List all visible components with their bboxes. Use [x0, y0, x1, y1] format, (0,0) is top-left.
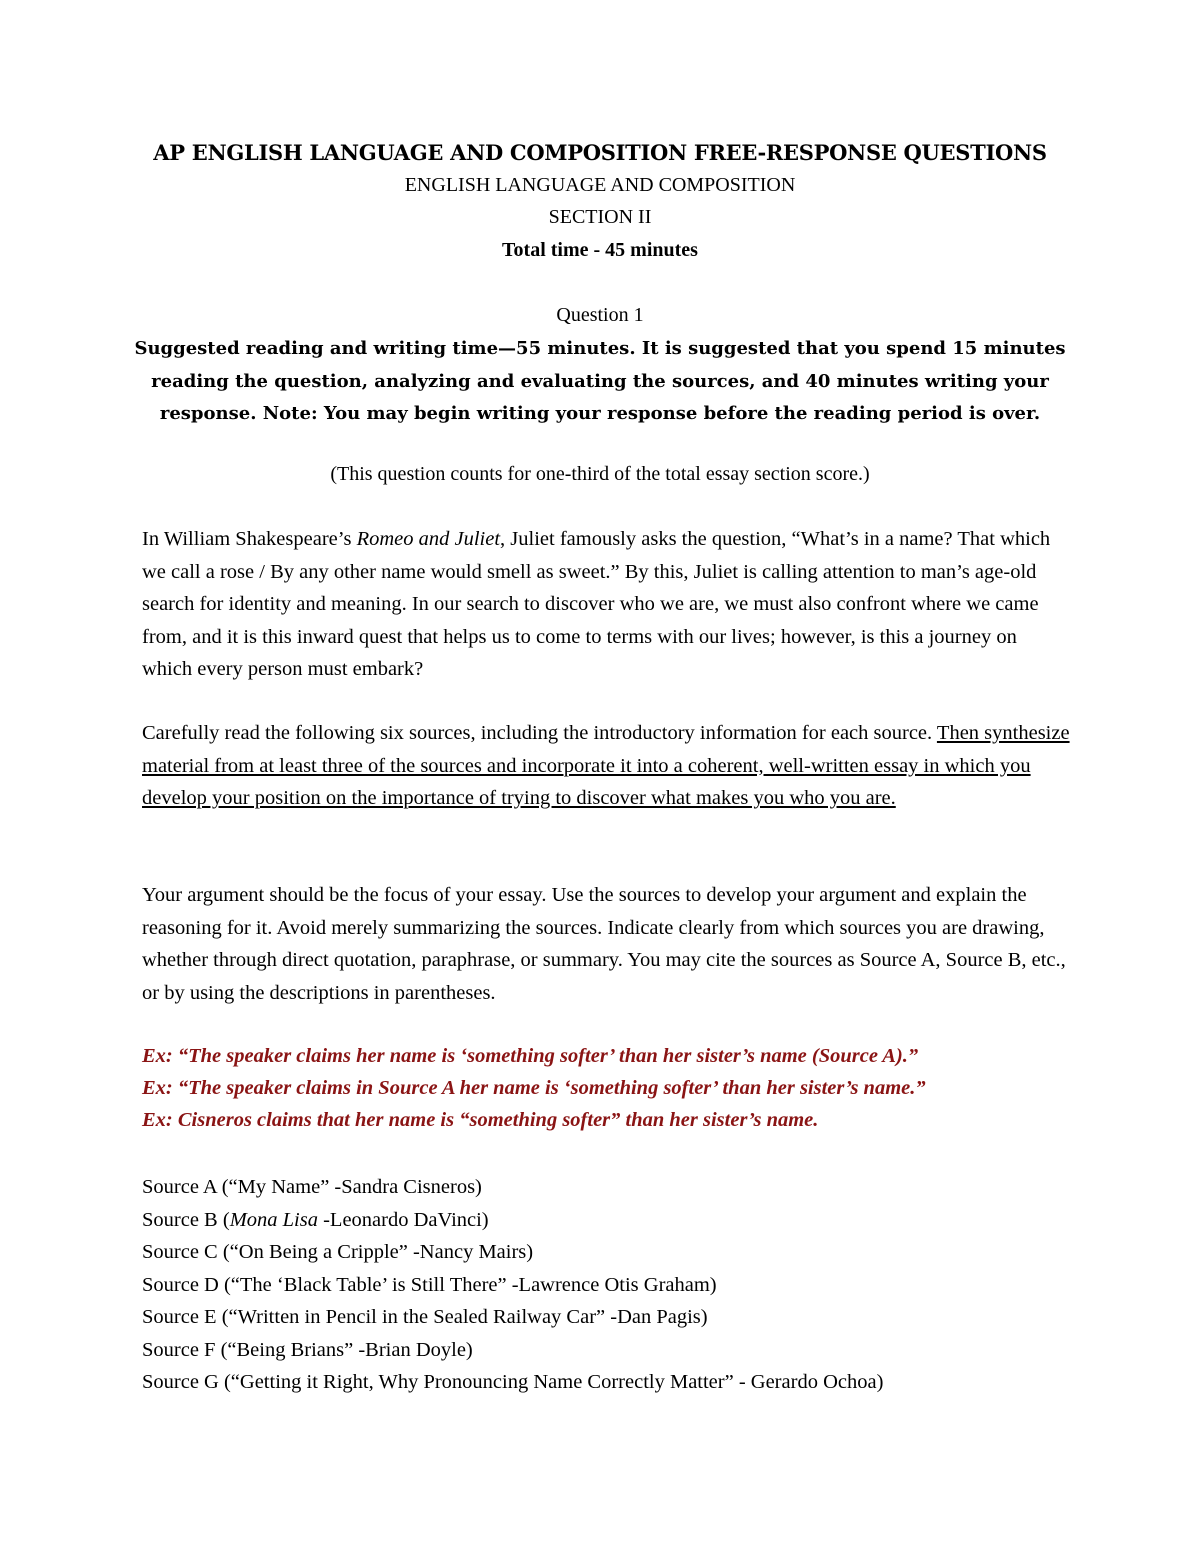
score-weight-note: (This question counts for one-third of the total essay section score.) — [330, 463, 870, 485]
subtitle: ENGLISH LANGUAGE AND COMPOSITION — [404, 174, 796, 196]
intro-text-start: In William Shakespeare’s — [142, 528, 357, 550]
suggested-time-note: Suggested reading and writing time—55 minutes. It is suggested that you spend 15 minutes reading the question, analyzing and evaluating the sources, and 40 minutes writing your response. Note: You may begin writing your response before the reading period is over. — [134, 338, 1066, 424]
source-b-suffix: -Leonardo DaVinci) — [317, 1208, 489, 1231]
source-item-f: Source F (“Being Brians” -Brian Doyle) — [142, 1338, 473, 1361]
example-line: Ex: Cisneros claims that her name is “something softer” than her sister’s name. — [142, 1109, 819, 1131]
source-item-e: Source E (“Written in Pencil in the Sealed Railway Car” -Dan Pagis) — [142, 1306, 708, 1328]
source-item-c: Source C (“On Being a Cripple” -Nancy Mairs) — [142, 1241, 534, 1263]
source-item-b — [142, 1204, 1082, 1237]
section-heading: SECTION II — [548, 206, 652, 228]
sources-list — [142, 1171, 1082, 1399]
source-item-a: Source A (“My Name” -Sandra Cisneros) — [142, 1176, 482, 1198]
example-line: Ex: “The speaker claims her name is ‘something softer’ than her sister’s name (Source A).” — [142, 1045, 919, 1067]
task-prompt-underlined: Then synthesize material from at least three of the sources and incorporate it into a coherent, well-written essay in which you develop your position on the importance of trying to discover what makes you who you are. — [142, 722, 1070, 809]
total-time: Total time - 45 minutes — [502, 239, 698, 261]
source-item-d: Source D (“The ‘Black Table’ is Still There” -Lawrence Otis Graham) — [142, 1273, 717, 1296]
source-b-prefix: Source B ( — [142, 1208, 230, 1231]
instructions-paragraph — [142, 717, 1072, 815]
intro-paragraph — [142, 523, 1072, 686]
examples-block — [142, 1040, 1082, 1136]
source-item-g: Source G (“Getting it Right, Why Pronouncing Name Correctly Matter” - Gerardo Ochoa) — [142, 1371, 884, 1393]
source-b-title: Mona Lisa — [229, 1208, 318, 1231]
main-title: AP ENGLISH LANGUAGE AND COMPOSITION FREE-RESPONSE QUESTIONS — [153, 140, 1047, 165]
question-number: Question 1 — [556, 304, 644, 326]
intro-text-rest: , Juliet famously asks the question, “What’s in a name? That which we call a rose / By any other name would smell as sweet.” By this, Juliet is calling attention to man’s age-old search for identity and meaning. In our search to discover who we are, we must also confront where we came from, and it is this inward quest that helps us to come to terms with our lives; however, is this a journey on which every person must embark? — [142, 528, 1051, 680]
argument-paragraph: Your argument should be the focus of your essay. Use the sources to develop your argument and explain the reasoning for it. Avoid merely summarizing the sources. Indicate clearly from which sources you are drawing, whether through direct quotation, paraphrase, or summary. You may cite the sources as Source A, Source B, etc., or by using the descriptions in parentheses. — [142, 884, 1066, 1004]
instructions-text: Carefully read the following six sources, including the introductory information for each source. — [142, 722, 937, 744]
work-title: Romeo and Juliet — [356, 528, 501, 550]
example-line: Ex: “The speaker claims in Source A her name is ‘something softer’ than her sister’s name.” — [142, 1077, 926, 1099]
